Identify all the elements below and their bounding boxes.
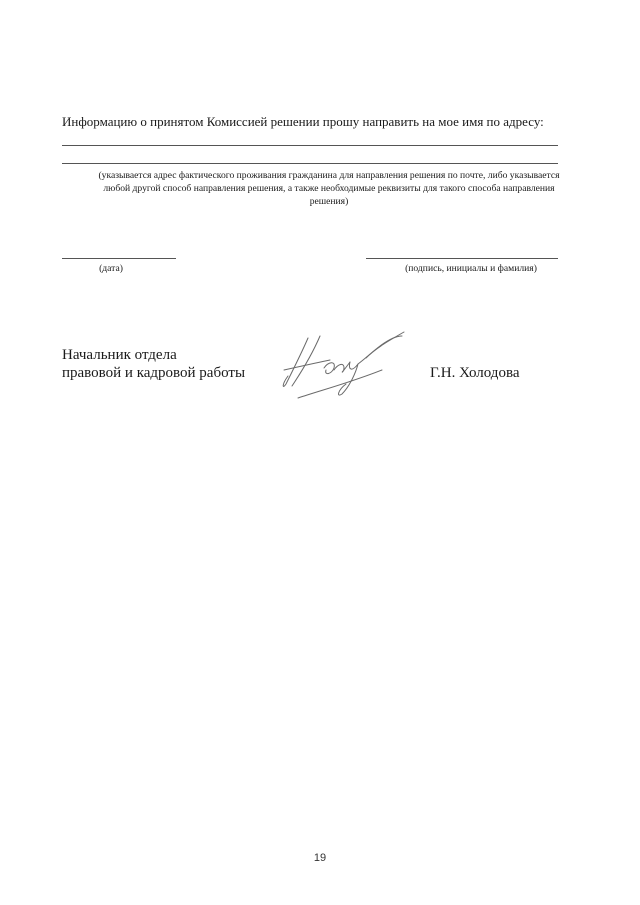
- address-hint-line-2: любой другой способ направления решения, а также необходимые реквизиты для такого способа направления: [103, 183, 555, 194]
- address-hint: [62, 169, 596, 208]
- address-blank-line-1: [62, 145, 558, 146]
- signer-position-line-1: Начальник отдела: [62, 347, 177, 363]
- signer-name: Г.Н. Холодова: [430, 365, 520, 381]
- signature-caption: (подпись, инициалы и фамилия): [405, 263, 537, 274]
- address-hint-line-3: решения): [309, 196, 349, 207]
- address-request-text: Информацию о принятом Комиссией решении прошу направить на мое имя по адресу:: [62, 114, 544, 129]
- address-hint-line-1: (указывается адрес фактического проживания гражданина для направления решения по почте, либо указывается: [98, 170, 560, 181]
- date-blank-line: [62, 258, 176, 259]
- date-caption: (дата): [99, 263, 123, 274]
- signature-blank-line: [366, 258, 558, 259]
- page-number: 19: [313, 852, 327, 864]
- signer-position: [62, 346, 245, 382]
- signer-position-line-2: правовой и кадровой работы: [62, 365, 246, 381]
- address-blank-line-2: [62, 163, 558, 164]
- handwritten-signature: [272, 328, 412, 406]
